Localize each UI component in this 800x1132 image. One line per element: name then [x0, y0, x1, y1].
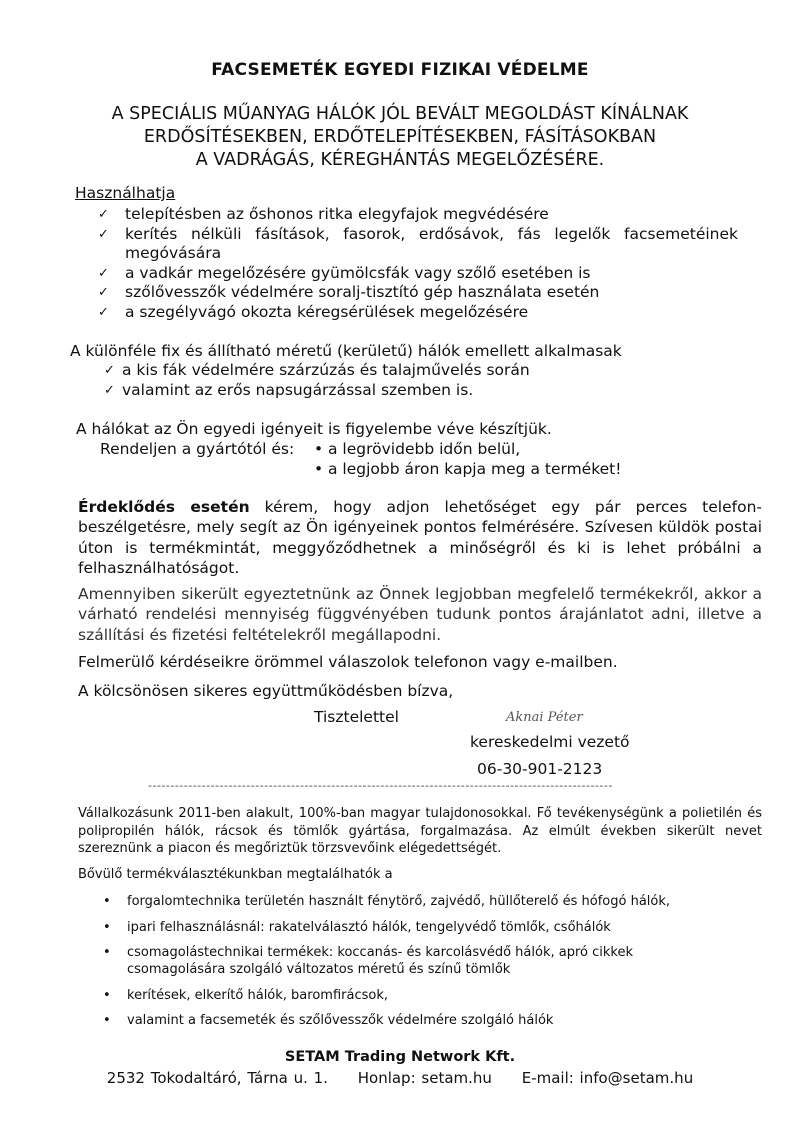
email-link[interactable]: E-mail: info@setam.hu — [521, 1069, 694, 1087]
subtitle-line: A SPECIÁLIS MŰANYAG HÁLÓK JÓL BEVÁLT MEGOLDÁST KÍNÁLNAK — [111, 104, 689, 124]
order-item — [314, 460, 621, 478]
agreement-paragraph: Amennyiben sikerült egyeztetnünk az Önnek legjobban megfelelő termékekről, akkor a várható rendelési mennyiség függvényében tudunk pontos árajánlatot adni, illetve a szállítási és fizetési feltételekről megállapodni. — [78, 585, 762, 644]
list-item-text: kerítés nélküli fásítások, fasorok, erdősávok, fás legelők facsemetéinek megóvására — [125, 224, 738, 262]
bullet-icon: • — [314, 460, 324, 478]
order-label: Rendeljen a gyártótól és: — [100, 440, 295, 458]
list-item-text: ipari felhasználásnál: rakatelválasztó hálók, tengelyvédő tömlők, csőhálók — [127, 919, 611, 935]
list-item — [98, 303, 738, 323]
contact-line — [0, 1069, 800, 1087]
list-item — [104, 361, 530, 381]
usage-list — [98, 205, 738, 322]
list-item — [98, 205, 738, 225]
document-title: FACSEMETÉK EGYEDI FIZIKAI VÉDELME — [211, 60, 589, 80]
website-link[interactable]: Honlap: setam.hu — [357, 1069, 492, 1087]
list-item — [103, 893, 703, 910]
address: 2532 Tokodaltáró, Tárna u. 1. — [106, 1069, 328, 1087]
list-item-text: a kis fák védelmére szárzúzás és talajművelés során — [122, 361, 530, 379]
check-icon: ✓ — [104, 363, 115, 378]
bullet-icon: • — [103, 919, 111, 935]
signer-phone: 06-30-901-2123 — [477, 760, 603, 778]
check-icon: ✓ — [104, 382, 115, 398]
check-icon: ✓ — [98, 304, 109, 320]
check-icon: ✓ — [98, 207, 109, 222]
order-item-text: a legrövidebb időn belül, — [328, 440, 521, 458]
signer-role: kereskedelmi vezető — [470, 733, 630, 751]
questions-paragraph: Felmerülő kérdéseikre örömmel válaszolok telefonon vagy e-mailben. — [78, 653, 618, 671]
divider: -------------------------------------------------------------------------------------------------------- — [148, 779, 613, 792]
list-item-text: csomagolástechnikai termékek: koccanás- és karcolásvédő hálók, apró cikkek csomagolására szolgáló változatos méretű és színű tömlők — [127, 945, 633, 977]
custom-intro: A hálókat az Ön egyedi igényeit is figyelembe véve készítjük. — [76, 420, 552, 438]
order-item-text: a legjobb áron kapja meg a terméket! — [328, 460, 622, 478]
list-item-text: kerítések, elkerítő hálók, baromfirácsok, — [127, 987, 388, 1003]
list-item-text: valamint az erős napsugárzással szemben is. — [122, 380, 474, 399]
list-item-text: a szegélyvágó okozta kéregsérülések megelőzésére — [125, 302, 529, 321]
list-item-text: telepítésben az őshonos ritka elegyfajok megvédésére — [125, 205, 549, 223]
check-icon: ✓ — [98, 265, 109, 281]
bullet-icon: • — [314, 440, 324, 458]
subtitle-line: ERDŐSÍTÉSEKBEN, ERDŐTELEPÍTÉSEKBEN, FÁSÍTÁSOKBAN — [143, 127, 657, 147]
products-list — [103, 893, 703, 1038]
greeting: Tisztelettel — [314, 708, 399, 726]
list-item — [103, 944, 703, 978]
list-item-text: valamint a facsemeték és szőlővesszők védelmére szolgáló hálók — [127, 1013, 554, 1028]
bullet-icon: • — [103, 945, 111, 960]
check-icon: ✓ — [98, 226, 109, 242]
check-icon: ✓ — [98, 285, 109, 300]
interest-bold: Érdeklődés esetén — [78, 498, 250, 516]
list-item — [98, 225, 738, 264]
interest-paragraph — [78, 497, 762, 578]
list-item — [103, 987, 703, 1004]
usage-heading: Használhatja — [75, 184, 176, 202]
list-item-text: szőlővesszők védelmére soralj-tisztító gép használata esetén — [125, 283, 600, 301]
company-name: SETAM Trading Network Kft. — [284, 1049, 516, 1065]
interest-text: kérem, hogy adjon lehetőséget egy pár perces telefon-beszélgetésre, mely segít az Ön igényeinek pontos felmérésére. Szívesen küldök postai úton is termékmintát, meggyőződhetnek a minőségről és ki is lehet próbálni a felhasználhatóságot. — [78, 498, 762, 577]
list-item-text: forgalomtechnika területén használt fénytörő, zajvédő, hüllőterelő és hófogó hálók, — [127, 894, 671, 909]
bullet-icon: • — [103, 894, 111, 909]
list-item — [98, 283, 738, 303]
bullet-icon: • — [103, 987, 111, 1003]
subtitle-line: A VADRÁGÁS, KÉREGHÁNTÁS MEGELŐZÉSÉRE. — [195, 150, 605, 170]
order-item — [314, 440, 520, 458]
signature-name: Aknai Péter — [506, 710, 583, 725]
about-paragraph: Vállalkozásunk 2011-ben alakult, 100%-ban magyar tulajdonosokkal. Fő tevékenységünk a polietilén és polipropilén hálók, rácsok és tömlők gyártása, forgalmazása. Az elmúlt években sikerült nevet szereznünk a piacon és megőriztük törzsvevőink elégedettségét. — [78, 806, 762, 856]
list-item — [103, 1012, 703, 1029]
sizes-list — [104, 361, 530, 400]
list-item — [103, 919, 703, 936]
subtitle — [0, 103, 800, 172]
closing-paragraph: A kölcsönösen sikeres együttműködésben bízva, — [78, 682, 454, 700]
sizes-intro: A különféle fix és állítható méretű (kerületű) hálók emellett alkalmasak — [70, 342, 622, 360]
bullet-icon: • — [103, 1013, 111, 1028]
list-item — [104, 381, 530, 401]
products-intro: Bővülő termékválasztékunkban megtalálhatók a — [78, 867, 393, 882]
list-item-text: a vadkár megelőzésére gyümölcsfák vagy szőlő esetében is — [125, 263, 591, 282]
list-item — [98, 264, 738, 284]
